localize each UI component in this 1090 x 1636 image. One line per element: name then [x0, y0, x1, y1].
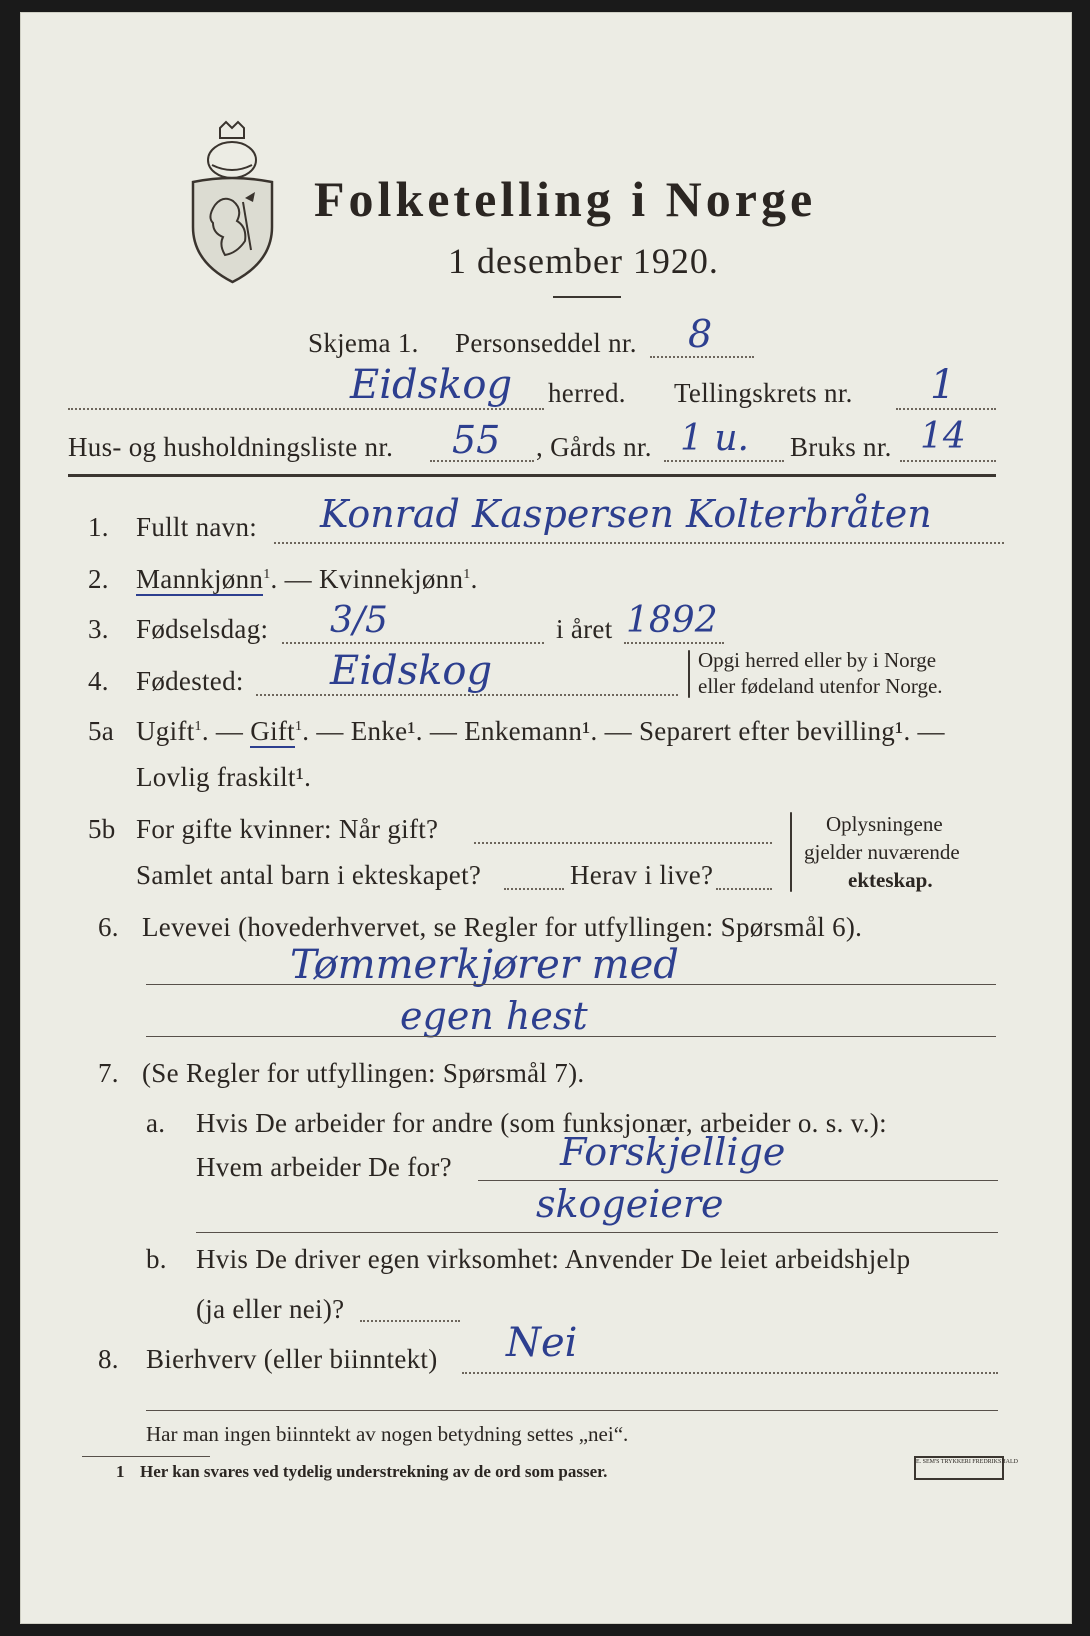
- birth-date: 3/5: [330, 600, 388, 641]
- bruks-number: 14: [920, 416, 966, 457]
- alive-dotted-line: [716, 888, 772, 890]
- q5a-number: 5a: [88, 716, 115, 746]
- gender-end: .: [470, 564, 478, 594]
- footnote-number: 1: [116, 1462, 125, 1481]
- q7a-line1: Hvis De arbeider for andre (som funksjonær, arbeider o. s. v.):: [196, 1108, 887, 1138]
- title-divider: [553, 296, 621, 298]
- status-gift-underlined: Gift: [250, 716, 295, 746]
- employer-rule2: [196, 1232, 998, 1233]
- q4-note-line2: eller fødeland utenfor Norge.: [698, 674, 943, 698]
- occupation-line2: egen hest: [400, 994, 588, 1038]
- gender-separator: . —: [270, 564, 312, 594]
- q7b-letter: b.: [146, 1244, 167, 1274]
- q5a-civil-status-options: Ugift$^1$. — Gift$^1$. — Enke¹. — Enkemann¹. — Separert efter bevilling¹. —: [136, 716, 945, 746]
- husholdningsliste-label: Hus- og husholdningsliste nr.: [68, 432, 394, 462]
- norwegian-coat-of-arms-icon: [185, 120, 280, 285]
- q2-number: 2.: [88, 564, 109, 594]
- occupation-line1: Tømmerkjører med: [290, 942, 679, 988]
- census-date: 1 desember 1920.: [448, 241, 719, 281]
- q5b-note-line2: gjelder nuværende: [804, 840, 960, 864]
- personseddel-number: 8: [688, 312, 713, 356]
- tellingskrets-dotted-line: [896, 408, 996, 410]
- q7b-line2: (ja eller nei)?: [196, 1294, 345, 1324]
- q5b-children-label: Samlet antal barn i ekteskapet?: [136, 860, 482, 890]
- q1-dotted-line: [274, 542, 1004, 544]
- printer-mark: E. SEM'S TRYKKERI FREDRIKSHALD: [914, 1456, 1004, 1480]
- status-lovlig-fraskilt: Lovlig fraskilt¹.: [136, 762, 312, 792]
- status-ugift: Ugift: [136, 716, 195, 746]
- gender-male-option: Mannkjønn: [136, 564, 264, 594]
- herred-label: herred.: [548, 378, 626, 408]
- footnote-marker: 1: [463, 567, 471, 582]
- q5b-number: 5b: [88, 814, 116, 844]
- q8-number: 8.: [98, 1344, 119, 1374]
- personseddel-label: Personseddel nr.: [455, 328, 637, 358]
- q4-number: 4.: [88, 666, 109, 696]
- q7-number: 7.: [98, 1058, 119, 1088]
- year-dotted-line: [624, 642, 724, 644]
- q5b-note-line1: Oplysningene: [826, 812, 943, 836]
- employer-rule1: [478, 1180, 998, 1181]
- q4-note-brace: [688, 650, 690, 698]
- bruks-label: Bruks nr.: [790, 432, 892, 462]
- children-dotted-line: [504, 888, 564, 890]
- q7-label: (Se Regler for utfyllingen: Spørsmål 7).: [142, 1058, 585, 1088]
- q7a-line2: Hvem arbeider De for?: [196, 1152, 452, 1182]
- q4-dotted-line: [256, 694, 678, 696]
- footnote-text: Her kan svares ved tydelig understrekning av de ord som passer.: [140, 1462, 608, 1481]
- birthplace: Eidskog: [330, 648, 493, 694]
- skjema-label: Skjema 1.: [308, 328, 419, 358]
- bruks-dotted-line: [900, 460, 996, 462]
- q7b-dotted-line: [360, 1320, 460, 1322]
- birth-year: 1892: [626, 600, 718, 641]
- status-other-options: . — Enke¹. — Enkemann¹. — Separert efter bevilling¹. —: [302, 716, 945, 746]
- gards-dotted-line: [664, 460, 784, 462]
- q4-label: Fødested:: [136, 666, 244, 696]
- q1-number: 1.: [88, 512, 109, 542]
- full-name: Konrad Kaspersen Kolterbråten: [320, 492, 932, 536]
- gards-number: 1 u.: [680, 418, 749, 459]
- q7a-letter: a.: [146, 1108, 166, 1138]
- q3-dotted-line: [282, 642, 544, 644]
- q8-label: Bierhverv (eller biinntekt): [146, 1344, 438, 1374]
- footnote-marker: 1: [263, 567, 271, 582]
- census-form-page: [20, 12, 1072, 1624]
- personseddel-dotted-line: [650, 356, 754, 358]
- herred-name: Eidskog: [350, 362, 513, 408]
- form-title: Folketelling i Norge: [314, 171, 817, 227]
- q5b-note-line3: ekteskap.: [848, 868, 933, 892]
- q6-label: Levevei (hovederhvervet, se Regler for utfyllingen: Spørsmål 6).: [142, 912, 863, 942]
- husholdningsliste-number: 55: [452, 418, 501, 462]
- q3-label: Fødselsdag:: [136, 614, 269, 644]
- q3-number: 3.: [88, 614, 109, 644]
- footnote-rule: [82, 1456, 210, 1457]
- q1-label: Fullt navn:: [136, 512, 258, 542]
- q8-dotted-line: [462, 1372, 998, 1374]
- header-separator: [68, 474, 996, 477]
- employer-line1: Forskjellige: [560, 1130, 786, 1174]
- q5b-note-brace: [790, 812, 792, 892]
- side-income: Nei: [506, 1320, 578, 1366]
- q4-note-line1: Opgi herred eller by i Norge: [698, 648, 937, 672]
- gender-female-option: Kvinnekjønn: [318, 564, 464, 594]
- tellingskrets-number: 1: [930, 362, 956, 408]
- q8-rule: [146, 1410, 998, 1411]
- employer-line2: skogeiere: [536, 1182, 724, 1226]
- q7b-line1: Hvis De driver egen virksomhet: Anvender De leiet arbeidshjelp: [196, 1244, 911, 1274]
- gards-label: , Gårds nr.: [536, 432, 652, 462]
- married-when-dotted-line: [474, 842, 772, 844]
- year-label: i året: [556, 614, 613, 644]
- q6-number: 6.: [98, 912, 119, 942]
- herred-dotted-line: [68, 408, 544, 410]
- occupation-rule2: [146, 1036, 996, 1037]
- tellingskrets-label: Tellingskrets nr.: [674, 378, 853, 408]
- q2-gender-options: [136, 564, 478, 595]
- occupation-rule1: [146, 984, 996, 985]
- q5b-line1: For gifte kvinner: Når gift?: [136, 814, 439, 844]
- q5b-alive-label: Herav i live?: [570, 860, 714, 890]
- no-income-note: Har man ingen biinntekt av nogen betydning settes „nei“.: [146, 1422, 629, 1446]
